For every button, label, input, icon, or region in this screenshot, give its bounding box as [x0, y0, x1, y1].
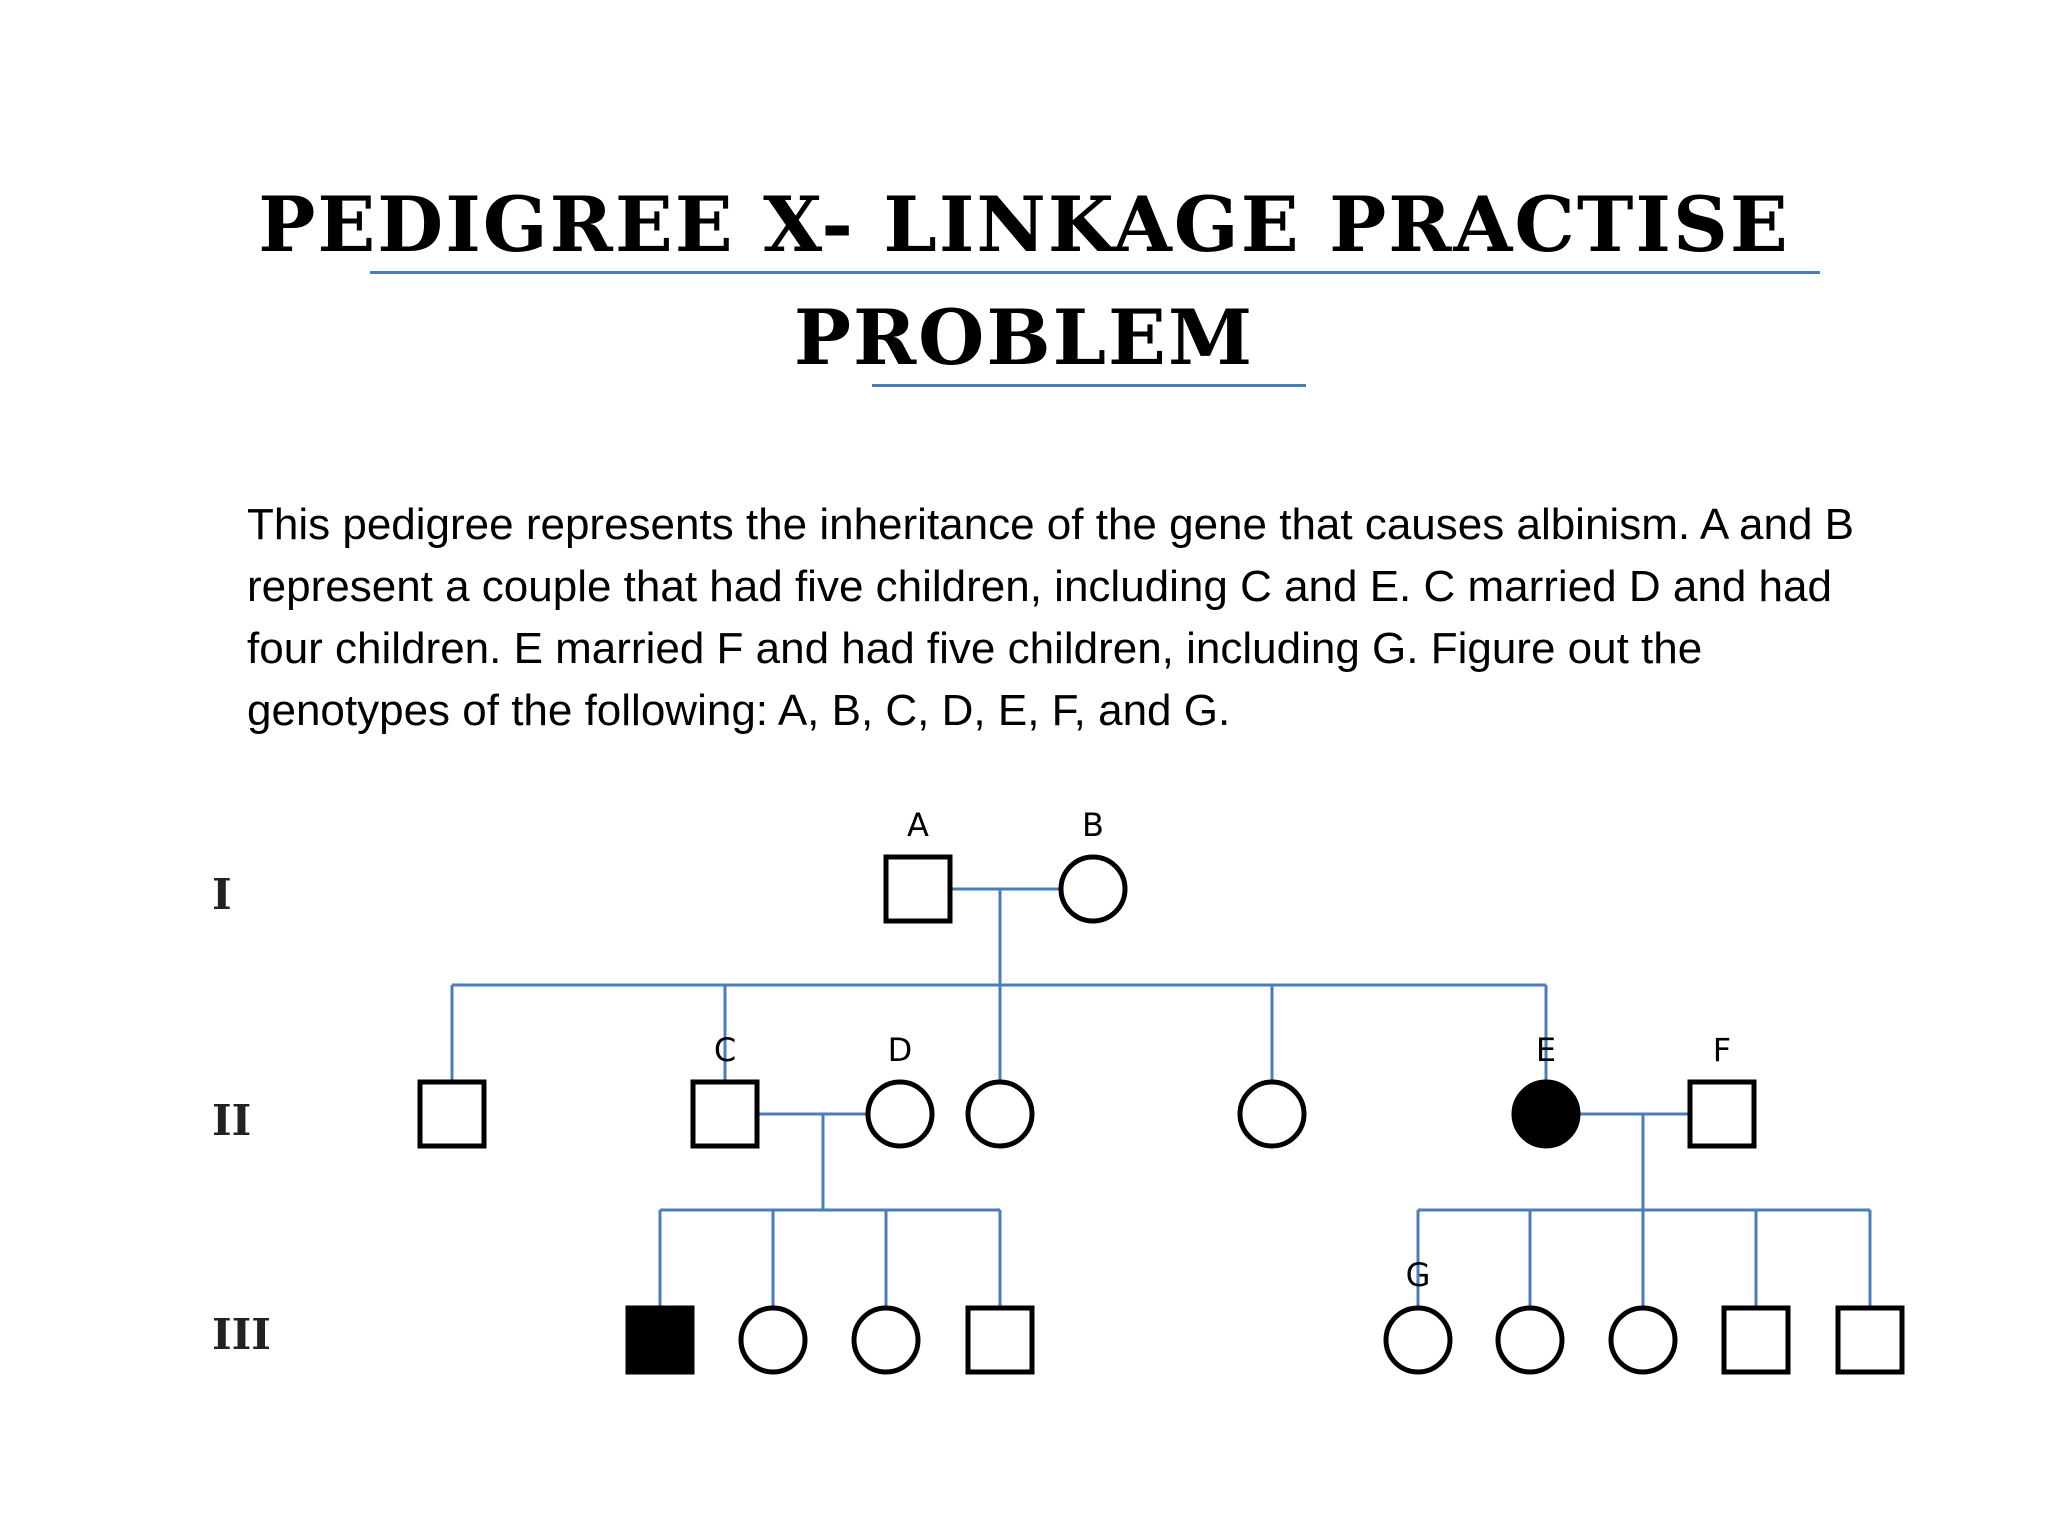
individual-iii-9-male-unaffected [1838, 1308, 1902, 1372]
individual-iii-6-female-unaffected [1498, 1308, 1562, 1372]
label-f: F [1712, 1031, 1732, 1069]
generation-label-3: III [212, 1310, 271, 1359]
individual-iii-8-male-unaffected [1724, 1308, 1788, 1372]
label-b: B [1082, 806, 1104, 844]
problem-description: This pedigree represents the inheritance of the gene that causes albinism. A and B represent a couple that had five children, including C and E. C married D and had four children. E married F and had five children, including G. Figure out the genotypes of the following: A, B, C, D, E, F, and G. [247, 500, 1855, 735]
individual-iii-1-male-affected [628, 1308, 692, 1372]
individual-d-female-unaffected [868, 1082, 932, 1146]
individual-ii-5-female-unaffected [1240, 1082, 1304, 1146]
individual-f-male-unaffected [1690, 1082, 1754, 1146]
generation-label-1: I [212, 870, 232, 919]
individual-iii-3-female-unaffected [854, 1308, 918, 1372]
individual-ii-1-male-unaffected [420, 1082, 484, 1146]
generation-label-2: II [212, 1096, 252, 1145]
individual-c-male-unaffected [693, 1082, 757, 1146]
individual-iii-2-female-unaffected [741, 1308, 805, 1372]
individual-e-female-affected [1514, 1082, 1578, 1146]
label-a: A [907, 806, 929, 844]
individual-iii-4-male-unaffected [968, 1308, 1032, 1372]
individual-b-female-unaffected [1061, 857, 1125, 921]
label-g: G [1405, 1256, 1431, 1294]
pedigree-labels [714, 806, 1731, 1294]
title-line-2: PROBLEM [793, 293, 1255, 382]
label-d: D [887, 1031, 913, 1069]
label-c: C [713, 1031, 737, 1069]
title-line-1: PEDIGREE X- LINKAGE PRACTISE [258, 180, 1790, 269]
individual-g-female-unaffected [1386, 1308, 1450, 1372]
individual-iii-7-female-unaffected [1611, 1308, 1675, 1372]
individual-a-male-unaffected [886, 857, 950, 921]
label-e: E [1535, 1031, 1557, 1069]
pedigree-lines [452, 889, 1870, 1308]
individual-ii-4-female-unaffected [968, 1082, 1032, 1146]
